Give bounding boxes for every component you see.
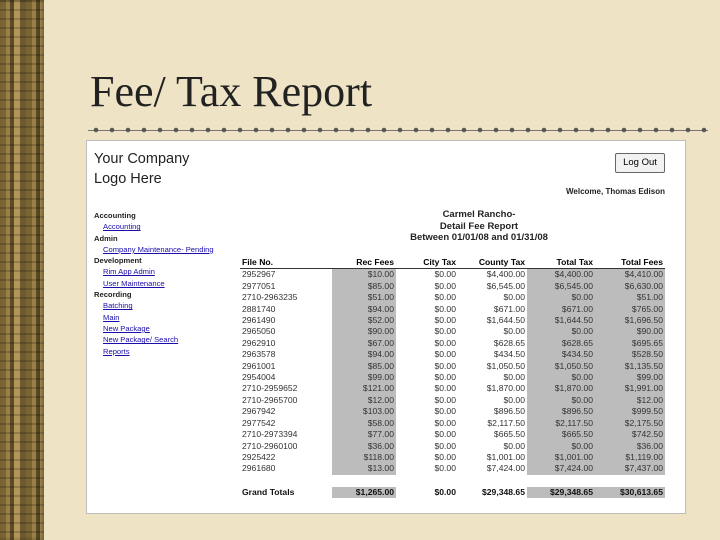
cell-rec-fees: $13.00 xyxy=(332,463,396,474)
report-title xyxy=(349,209,609,244)
total-cell-total-fees: $30,613.65 xyxy=(595,487,665,498)
sidebar-section-heading: Development xyxy=(94,256,142,266)
cell-county-tax: $0.00 xyxy=(503,440,525,451)
cell-file-no: 2961490 xyxy=(242,315,276,326)
cell-rec-fees: $85.00 xyxy=(332,361,396,372)
table-row xyxy=(240,269,665,281)
table-header-row xyxy=(240,257,665,269)
company-logo xyxy=(94,149,189,189)
cell-file-no: 2952967 xyxy=(242,269,276,280)
table-row xyxy=(240,429,665,440)
cell-rec-fees: $58.00 xyxy=(332,418,396,429)
cell-county-tax: $1,870.00 xyxy=(486,383,525,394)
cell-county-tax: $6,545.00 xyxy=(486,280,525,291)
cell-city-tax: $0.00 xyxy=(434,349,456,360)
cell-rec-fees: $94.00 xyxy=(332,349,396,360)
column-header-county-tax: County Tax xyxy=(458,257,527,269)
cell-file-no: 2961680 xyxy=(242,463,276,474)
report-title-line-2: Detail Fee Report xyxy=(439,220,519,232)
cell-county-tax: $4,400.00 xyxy=(486,269,525,280)
sidebar-nav xyxy=(94,210,254,357)
table-row xyxy=(240,349,665,360)
cell-file-no: 2710-2959652 xyxy=(242,383,298,394)
cell-total-fees: $99.00 xyxy=(595,372,665,383)
sidebar-link[interactable]: User Maintenance xyxy=(103,278,165,288)
cell-total-tax: $1,050.50 xyxy=(527,361,595,372)
cell-total-fees: $765.00 xyxy=(595,304,665,315)
cell-county-tax: $896.50 xyxy=(493,406,525,417)
sidebar-section-heading: Accounting xyxy=(94,211,136,220)
cell-county-tax: $665.50 xyxy=(493,429,525,440)
cell-total-fees: $51.00 xyxy=(595,292,665,303)
cell-file-no: 2962910 xyxy=(242,337,276,348)
sidebar-link[interactable]: New Package/ Search xyxy=(103,335,179,345)
cell-total-fees: $1,135.50 xyxy=(595,361,665,372)
cell-county-tax: $0.00 xyxy=(503,394,525,405)
app-screenshot xyxy=(86,140,686,514)
sidebar-link[interactable]: Batching xyxy=(103,301,133,311)
cell-file-no: 2925422 xyxy=(242,451,276,462)
total-cell-total-tax: $29,348.65 xyxy=(527,487,595,498)
decorative-border-strip xyxy=(0,0,44,540)
cell-file-no: 2710-2960100 xyxy=(242,440,298,451)
cell-county-tax: $434.50 xyxy=(493,349,525,360)
logo-line-1: Your Company xyxy=(94,151,190,167)
cell-file-no: 2977542 xyxy=(242,417,276,428)
cell-county-tax: $1,644.50 xyxy=(486,315,525,326)
column-header-city-tax: City Tax xyxy=(396,257,458,269)
cell-total-tax: $665.50 xyxy=(527,429,595,440)
cell-city-tax: $0.00 xyxy=(434,292,456,303)
cell-county-tax: $0.00 xyxy=(503,292,525,303)
cell-city-tax: $0.00 xyxy=(434,406,456,417)
cell-rec-fees: $67.00 xyxy=(332,338,396,349)
cell-city-tax: $0.00 xyxy=(434,280,456,291)
cell-county-tax: $628.65 xyxy=(493,337,525,348)
cell-total-tax: $1,644.50 xyxy=(527,315,595,326)
cell-city-tax: $0.00 xyxy=(434,417,456,428)
cell-rec-fees: $51.00 xyxy=(332,292,396,303)
cell-total-tax: $4,400.00 xyxy=(527,269,595,281)
cell-total-tax: $671.00 xyxy=(527,304,595,315)
sidebar-section-heading: Admin xyxy=(94,233,118,243)
table-row xyxy=(240,315,665,326)
total-cell-city-tax: $0.00 xyxy=(434,486,456,497)
sidebar-link[interactable]: Reports xyxy=(103,346,130,356)
column-header-rec-fees: Rec Fees xyxy=(332,257,396,269)
cell-rec-fees: $85.00 xyxy=(332,281,396,292)
cell-county-tax: $671.00 xyxy=(493,303,525,314)
cell-total-fees: $1,119.00 xyxy=(595,452,665,463)
sidebar-link[interactable]: Rim App Admin xyxy=(103,267,155,277)
cell-total-tax: $0.00 xyxy=(527,441,595,452)
cell-city-tax: $0.00 xyxy=(434,429,456,440)
cell-city-tax: $0.00 xyxy=(434,440,456,451)
cell-total-tax: $1,001.00 xyxy=(527,452,595,463)
cell-city-tax: $0.00 xyxy=(434,315,456,326)
table-row xyxy=(240,463,665,474)
cell-total-tax: $6,545.00 xyxy=(527,281,595,292)
table-row xyxy=(240,292,665,303)
cell-total-fees: $999.50 xyxy=(595,406,665,417)
cell-rec-fees: $94.00 xyxy=(332,304,396,315)
total-cell-county-tax: $29,348.65 xyxy=(481,486,525,497)
cell-city-tax: $0.00 xyxy=(434,269,456,280)
cell-rec-fees: $121.00 xyxy=(332,383,396,394)
grand-totals-row xyxy=(240,487,665,498)
report-title-line-1: Carmel Rancho- xyxy=(442,209,516,220)
cell-city-tax: $0.00 xyxy=(434,451,456,462)
table-row xyxy=(240,361,665,372)
cell-rec-fees: $52.00 xyxy=(332,315,396,326)
cell-total-fees: $2,175.50 xyxy=(595,418,665,429)
table-spacer-row xyxy=(240,475,665,487)
cell-file-no: 2710-2965700 xyxy=(242,394,298,405)
cell-file-no: 2963578 xyxy=(242,349,276,360)
cell-total-tax: $0.00 xyxy=(527,326,595,337)
report-title-line-3: Between 01/01/08 and 01/31/08 xyxy=(410,232,548,243)
cell-total-tax: $1,870.00 xyxy=(527,383,595,394)
cell-total-fees: $742.50 xyxy=(595,429,665,440)
table-row xyxy=(240,304,665,315)
sidebar-link[interactable]: Main xyxy=(103,312,120,322)
cell-rec-fees: $10.00 xyxy=(332,269,396,281)
table-row xyxy=(240,406,665,417)
column-header-total-fees: Total Fees xyxy=(595,257,665,269)
cell-total-tax: $628.65 xyxy=(527,338,595,349)
welcome-message: Welcome, Thomas Edison xyxy=(566,187,665,196)
cell-total-fees: $695.65 xyxy=(595,338,665,349)
table-row xyxy=(240,441,665,452)
cell-county-tax: $1,050.50 xyxy=(486,360,525,371)
table-row xyxy=(240,326,665,337)
table-row xyxy=(240,418,665,429)
column-header-file-no: File No. xyxy=(240,257,332,269)
cell-rec-fees: $90.00 xyxy=(332,326,396,337)
cell-total-fees: $4,410.00 xyxy=(595,269,665,281)
cell-city-tax: $0.00 xyxy=(434,337,456,348)
sidebar-link[interactable]: Company Maintenance- Pending xyxy=(103,244,214,254)
cell-total-tax: $896.50 xyxy=(527,406,595,417)
fee-report-table xyxy=(240,257,665,498)
cell-rec-fees: $12.00 xyxy=(332,395,396,406)
table-row xyxy=(240,372,665,383)
cell-county-tax: $0.00 xyxy=(503,326,525,337)
cell-total-fees: $12.00 xyxy=(595,395,665,406)
logout-button[interactable]: Log Out xyxy=(615,153,665,173)
cell-total-fees: $528.50 xyxy=(595,349,665,360)
sidebar-link[interactable]: New Package xyxy=(103,323,150,333)
cell-rec-fees: $118.00 xyxy=(332,452,396,463)
cell-rec-fees: $99.00 xyxy=(332,372,396,383)
cell-county-tax: $2,117.50 xyxy=(487,417,525,428)
cell-file-no: 2881740 xyxy=(242,303,276,314)
cell-city-tax: $0.00 xyxy=(434,372,456,383)
cell-rec-fees: $103.00 xyxy=(332,406,396,417)
sidebar-link[interactable]: Accounting xyxy=(103,222,141,232)
cell-total-fees: $36.00 xyxy=(595,441,665,452)
cell-total-fees: $1,696.50 xyxy=(595,315,665,326)
logo-line-2: Logo Here xyxy=(94,171,162,187)
cell-city-tax: $0.00 xyxy=(434,360,456,371)
cell-city-tax: $0.00 xyxy=(434,463,456,474)
total-cell-rec-fees: $1,265.00 xyxy=(332,487,396,498)
cell-file-no: 2967942 xyxy=(242,406,276,417)
table-row xyxy=(240,452,665,463)
table-row xyxy=(240,383,665,394)
cell-total-fees: $6,630.00 xyxy=(595,281,665,292)
cell-total-fees: $1,991.00 xyxy=(595,383,665,394)
table-row xyxy=(240,395,665,406)
column-header-total-tax: Total Tax xyxy=(527,257,595,269)
cell-file-no: 2961001 xyxy=(242,360,276,371)
cell-total-tax: $7,424.00 xyxy=(527,463,595,474)
cell-total-fees: $7,437.00 xyxy=(595,463,665,474)
slide-title: Fee/ Tax Report xyxy=(90,67,373,116)
cell-county-tax: $0.00 xyxy=(503,372,525,383)
table-row xyxy=(240,338,665,349)
cell-rec-fees: $77.00 xyxy=(332,429,396,440)
cell-total-tax: $434.50 xyxy=(527,349,595,360)
sidebar-section-heading: Recording xyxy=(94,290,132,300)
cell-city-tax: $0.00 xyxy=(434,326,456,337)
cell-county-tax: $7,424.00 xyxy=(486,463,525,474)
cell-county-tax: $1,001.00 xyxy=(486,451,525,462)
title-divider xyxy=(88,126,708,134)
cell-total-tax: $0.00 xyxy=(527,292,595,303)
cell-total-tax: $0.00 xyxy=(527,372,595,383)
cell-total-tax: $2,117.50 xyxy=(527,418,595,429)
table-row xyxy=(240,281,665,292)
total-cell-file-no: Grand Totals xyxy=(242,486,295,497)
cell-city-tax: $0.00 xyxy=(434,383,456,394)
cell-file-no: 2710-2963235 xyxy=(242,292,298,303)
cell-file-no: 2977051 xyxy=(242,280,276,291)
cell-city-tax: $0.00 xyxy=(434,303,456,314)
cell-total-fees: $90.00 xyxy=(595,326,665,337)
cell-file-no: 2954004 xyxy=(242,372,276,383)
cell-rec-fees: $36.00 xyxy=(332,441,396,452)
cell-total-tax: $0.00 xyxy=(527,395,595,406)
cell-file-no: 2965050 xyxy=(242,326,276,337)
cell-city-tax: $0.00 xyxy=(434,394,456,405)
cell-file-no: 2710-2973394 xyxy=(242,429,298,440)
